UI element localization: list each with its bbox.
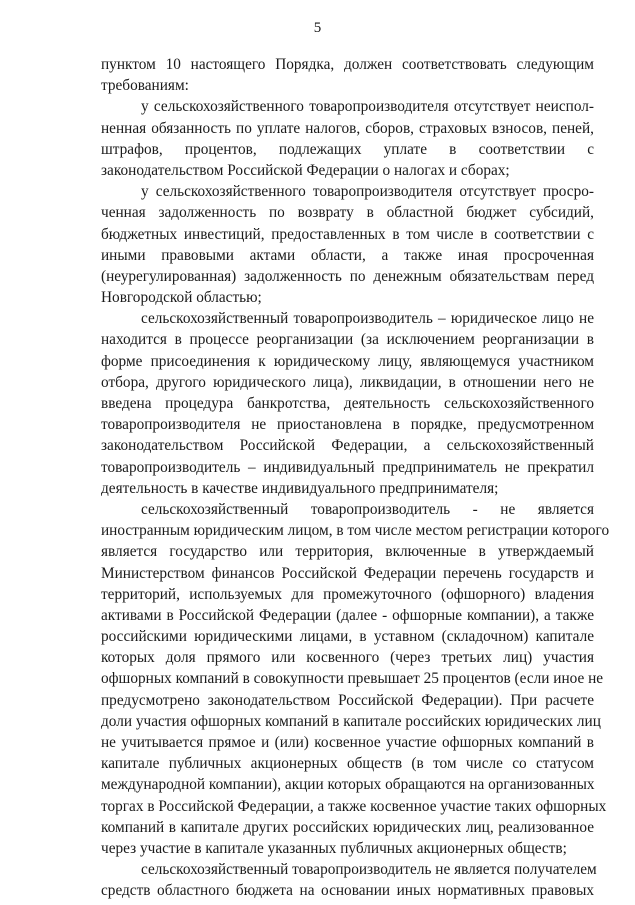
text-line: законодательством Российской Федерации, а сельскохозяйственный [101, 437, 594, 455]
text-line: через участие в капитале указанных публичных акционерных обществ; [101, 839, 567, 857]
text-line: территорий, используемых для промежуточного (офшорного) владения [101, 585, 594, 603]
text-line: иными правовыми актами области, а также иная просроченная [101, 246, 594, 264]
text-line: активами в Российской Федерации (далее - офшорные компании), а также [101, 606, 594, 624]
text-line: деятельность в качестве индивидуального предпринимателя; [101, 479, 499, 497]
text-line: требованиям: [101, 77, 189, 95]
text-line: у сельскохозяйственного товаропроизводителя отсутствует неиспол- [141, 98, 594, 116]
text-line: российскими юридическими лицами, в уставном (складочном) капитале [101, 628, 594, 646]
text-line: отбора, другого юридического лица), ликвидации, в отношении него не [101, 373, 594, 391]
text-line: пунктом 10 настоящего Порядка, должен соответствовать следующим [101, 56, 594, 73]
text-line: введена процедура банкротства, деятельность сельскохозяйственного [101, 395, 594, 412]
text-line: торгах в Российской Федерации, а также косвенное участие таких офшорных [101, 797, 607, 815]
text-line: которых доля прямого или косвенного (через третьих лиц) участия [101, 649, 594, 667]
text-line: компаний в капитале других российских юридических лиц, реализованное [101, 818, 594, 836]
text-line: (неурегулированная) задолженность по денежным обязательствам перед [101, 267, 594, 285]
text-line: штрафов, процентов, подлежащих уплате в соответствии с [101, 140, 594, 158]
text-line: товаропроизводитель – индивидуальный предприниматель не прекратил [101, 458, 594, 476]
text-line: средств областного бюджета на основании иных нормативных правовых [101, 882, 594, 900]
text-line: предусмотрено законодательством Российской Федерации). При расчете [101, 691, 594, 709]
text-line: законодательством Российской Федерации о налогах и сборах; [101, 161, 510, 179]
text-line: международной компании), акции которых обращаются на организованных [101, 776, 595, 794]
text-line: Новгородской областью; [101, 289, 262, 307]
text-line: находится в процессе реорганизации (за исключением реорганизации в [101, 331, 594, 349]
text-line: сельскохозяйственный товаропроизводитель – юридическое лицо не [141, 310, 594, 328]
text-line: бюджетных инвестиций, предоставленных в том числе в соответствии с [101, 225, 594, 243]
text-line: доли участия офшорных компаний в капитале российских юридических лиц [101, 712, 601, 730]
page-number: 5 [313, 20, 322, 36]
text-line: сельскохозяйственный товаропроизводитель не является получателем [141, 861, 597, 879]
text-line: офшорных компаний в совокупности превышает 25 процентов (если иное не [101, 670, 604, 688]
text-line: ненная обязанность по уплате налогов, сборов, страховых взносов, пеней, [101, 119, 594, 137]
document-body [101, 54, 610, 902]
text-line: является государство или территория, включенные в утверждаемый [101, 543, 594, 561]
text-line: у сельскохозяйственного товаропроизводителя отсутствует просро- [141, 183, 594, 201]
text-line: товаропроизводителя не приостановлена в порядке, предусмотренном [101, 416, 594, 434]
text-line: форме присоединения к юридическому лицу, являющемуся участником [101, 352, 594, 370]
text-line: капитале публичных акционерных обществ (в том числе со статусом [101, 755, 594, 773]
text-line: не учитывается прямое и (или) косвенное участие офшорных компаний в [101, 734, 594, 751]
text-line: ченная задолженность по возврату в областной бюджет субсидий, [101, 204, 594, 222]
text-line: сельскохозяйственный товаропроизводитель - не является [141, 500, 594, 518]
text-line: Министерством финансов Российской Федерации перечень государств и [101, 564, 594, 582]
text-line: иностранным юридическим лицом, в том числе местом регистрации которого [101, 522, 610, 540]
